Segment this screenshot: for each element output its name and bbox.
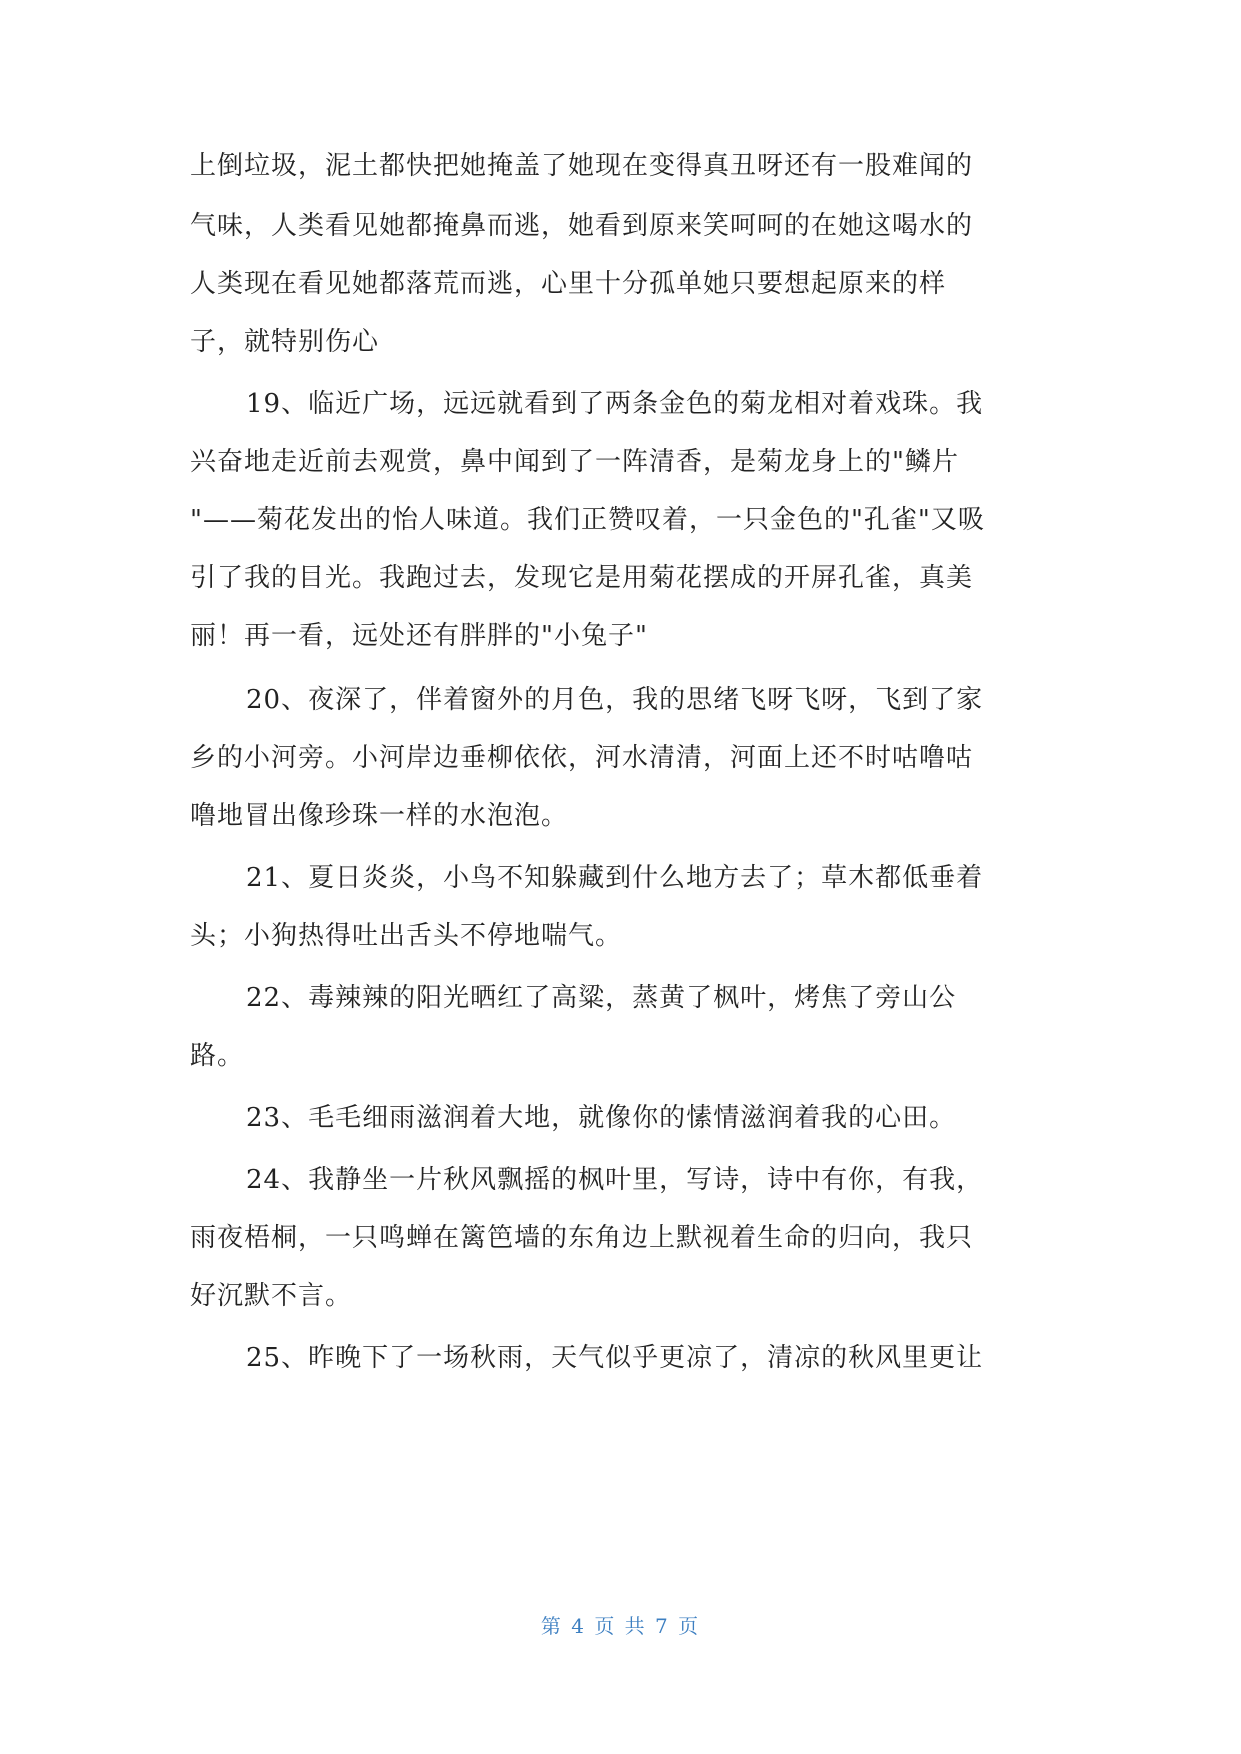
text-line: 气味，人类看见她都掩鼻而逃，她看到原来笑呵呵的在她这喝水的 <box>190 211 974 241</box>
text-line: 24、我静坐一片秋风飘摇的枫叶里，写诗，诗中有你，有我， <box>246 1165 984 1195</box>
text-line: 20、夜深了，伴着窗外的月色，我的思绪飞呀飞呀，飞到了家 <box>246 685 984 715</box>
text-line: 子，就特别伤心 <box>190 327 380 357</box>
text-line: 引了我的目光。我跑过去，发现它是用菊花摆成的开屏孔雀，真美 <box>190 563 974 593</box>
text-line: 21、夏日炎炎，小鸟不知躲藏到什么地方去了；草木都低垂着 <box>246 863 984 893</box>
text-line: 兴奋地走近前去观赏，鼻中闻到了一阵清香，是菊龙身上的"鳞片 <box>190 447 959 477</box>
text-line: 22、毒辣辣的阳光晒红了高粱，蒸黄了枫叶，烤焦了旁山公 <box>246 983 957 1013</box>
text-line: 25、昨晚下了一场秋雨，天气似乎更凉了，清凉的秋风里更让 <box>246 1343 984 1373</box>
text-line: 23、毛毛细雨滋润着大地，就像你的愫情滋润着我的心田。 <box>246 1103 957 1133</box>
text-line: 丽！再一看，远处还有胖胖的"小兔子" <box>190 621 648 651</box>
text-line: "——菊花发出的怡人味道。我们正赞叹着，一只金色的"孔雀"又吸 <box>190 505 985 535</box>
text-line: 雨夜梧桐，一只鸣蝉在篱笆墙的东角边上默视着生命的归向，我只 <box>190 1223 974 1253</box>
text-line: 噜地冒出像珍珠一样的水泡泡。 <box>190 801 569 831</box>
text-line: 好沉默不言。 <box>190 1281 353 1311</box>
text-line: 路。 <box>190 1041 245 1071</box>
text-line: 人类现在看见她都落荒而逃，心里十分孤单她只要想起原来的样 <box>190 269 947 299</box>
text-line: 19、临近广场，远远就看到了两条金色的菊龙相对着戏珠。我 <box>246 389 984 419</box>
page-number-footer: 第 4 页 共 7 页 <box>540 1614 701 1638</box>
text-line: 上倒垃圾，泥土都快把她掩盖了她现在变得真丑呀还有一股难闻的 <box>190 151 974 181</box>
text-line: 乡的小河旁。小河岸边垂柳依依，河水清清，河面上还不时咕噜咕 <box>190 743 974 773</box>
text-line: 头；小狗热得吐出舌头不停地喘气。 <box>190 921 623 951</box>
